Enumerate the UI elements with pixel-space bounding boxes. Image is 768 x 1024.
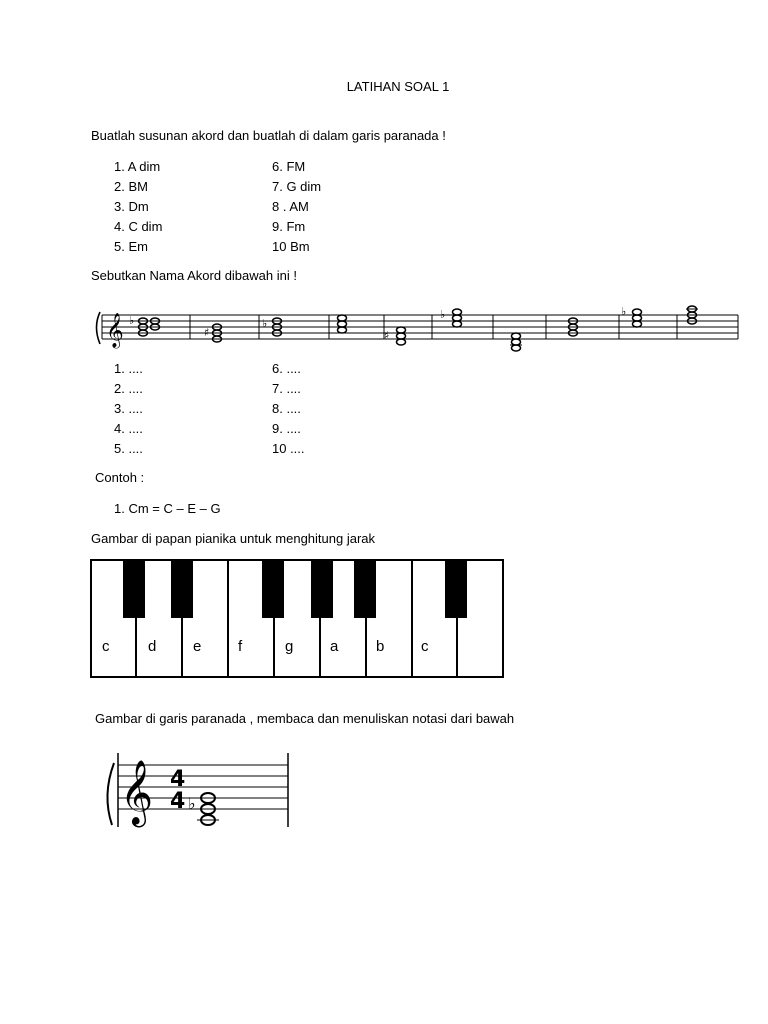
key-label-b: b — [376, 638, 385, 655]
key-label-e: e — [193, 638, 202, 655]
svg-text:♭: ♭ — [188, 794, 196, 813]
list-item: 2. BM — [114, 179, 148, 194]
svg-text:♭: ♭ — [440, 308, 446, 321]
list-item: 9. Fm — [272, 219, 306, 234]
piano-instruction: Gambar di papan pianika untuk menghitung jarak — [91, 531, 376, 546]
list-item: 7. G dim — [272, 179, 322, 194]
list-item: 3. .... — [114, 401, 143, 416]
key-label-d: d — [148, 638, 157, 655]
list-item: 4. C dim — [114, 219, 163, 234]
list-item: 1. A dim — [114, 159, 161, 174]
list-item: 6. FM — [272, 159, 306, 174]
svg-text:𝄞: 𝄞 — [106, 313, 124, 348]
list-item: 10 .... — [272, 441, 305, 456]
instruction-2: Sebutkan Nama Akord dibawah ini ! — [91, 268, 297, 283]
list-item: 10 Bm — [272, 239, 310, 254]
list-item: 8. .... — [272, 401, 301, 416]
instruction-1: Buatlah susunan akord dan buatlah di dalam garis paranada ! — [91, 128, 446, 143]
list-item: 6. .... — [272, 361, 301, 376]
piano-keyboard — [90, 559, 504, 678]
example-item: 1. Cm = C – E – G — [114, 501, 221, 516]
staff-instruction: Gambar di garis paranada , membaca dan menuliskan notasi dari bawah — [95, 711, 515, 726]
example-label: Contoh : — [95, 470, 145, 485]
svg-text:♯: ♯ — [384, 329, 390, 342]
list-item: 2. .... — [114, 381, 143, 396]
key-label-g: g — [285, 638, 294, 655]
list-item: 5. Em — [114, 239, 148, 254]
key-label-a: a — [330, 638, 339, 655]
svg-text:𝄞: 𝄞 — [120, 760, 154, 825]
key-label-c: c — [102, 638, 110, 655]
svg-text:♭: ♭ — [129, 314, 135, 327]
chord-staff — [92, 300, 742, 352]
page-title: LATIHAN SOAL 1 — [346, 79, 450, 94]
list-item: 3. Dm — [114, 199, 149, 214]
list-item: 4. .... — [114, 421, 143, 436]
svg-text:♭: ♭ — [621, 305, 627, 318]
time-signature-top: 4 — [170, 767, 186, 792]
key-label-c-high: c — [421, 638, 429, 655]
key-label-f: f — [238, 638, 243, 655]
list-item: 1. .... — [114, 361, 143, 376]
list-item: 7. .... — [272, 381, 301, 396]
time-signature-bottom: 4 — [170, 789, 186, 814]
svg-text:♯: ♯ — [204, 326, 210, 339]
list-item: 8 . AM — [272, 199, 309, 214]
svg-text:♭: ♭ — [262, 317, 268, 330]
list-item: 9. .... — [272, 421, 301, 436]
notation-staff — [100, 745, 305, 830]
list-item: 5. .... — [114, 441, 143, 456]
